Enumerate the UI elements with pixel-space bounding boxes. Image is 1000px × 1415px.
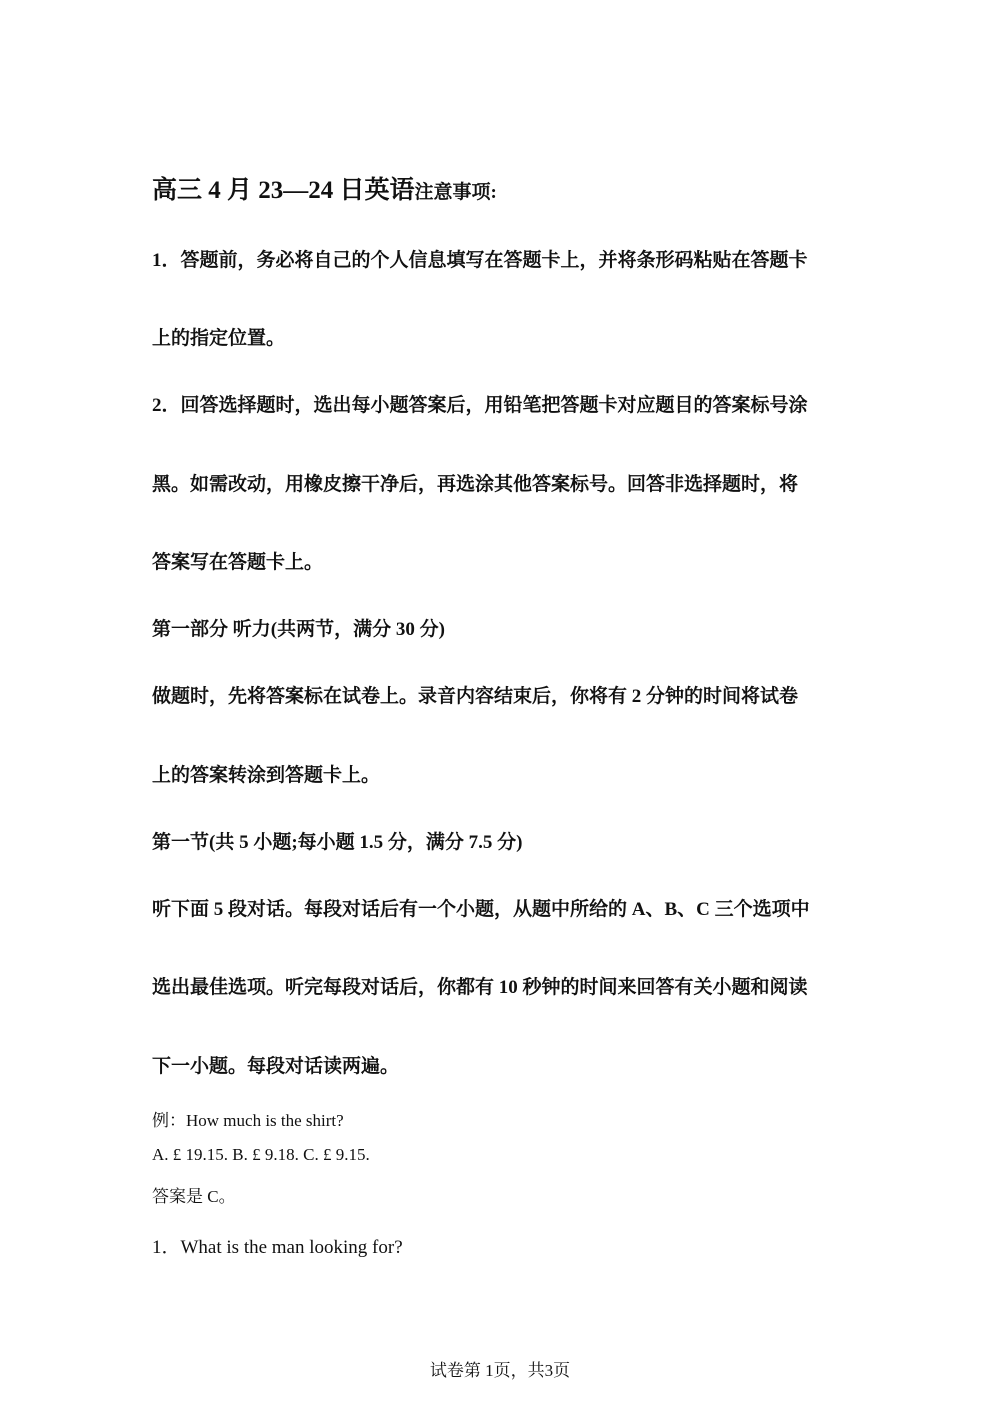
section1-instruction-line-3: 下一小题。每段对话读两遍。 [152, 1056, 400, 1077]
example-question: 例：How much is the shirt? [152, 1111, 344, 1130]
part1-heading: 第一部分 听力(共两节，满分 30 分) [152, 619, 445, 640]
note-2-line-3: 答案写在答题卡上。 [152, 552, 324, 573]
note-2-line-1: 2．回答选择题时，选出每小题答案后，用铅笔把答题卡对应题目的答案标号涂 [152, 395, 808, 416]
section1-heading: 第一节(共 5 小题;每小题 1.5 分，满分 7.5 分) [152, 832, 523, 853]
exam-title: 高三 4 月 23—24 日英语 [152, 177, 415, 204]
example-options: A. £ 19.15. B. £ 9.18. C. £ 9.15. [152, 1145, 370, 1164]
question-1: 1．What is the man looking for? [152, 1237, 403, 1258]
note-2-line-2: 黑。如需改动，用橡皮擦干净后，再选涂其他答案标号。回答非选择题时，将 [152, 474, 799, 495]
example-answer: 答案是 C。 [152, 1187, 236, 1206]
part1-instruction-line-2: 上的答案转涂到答题卡上。 [152, 765, 381, 786]
page-footer: 试卷第 1页，共3页 [429, 1361, 571, 1380]
note-1-line-2: 上的指定位置。 [152, 328, 286, 349]
document-title [152, 170, 497, 206]
notice-heading: 注意事项: [414, 182, 497, 203]
part1-instruction-line-1: 做题时，先将答案标在试卷上。录音内容结束后，你将有 2 分钟的时间将试卷 [152, 686, 799, 707]
section1-instruction-line-2: 选出最佳选项。听完每段对话后，你都有 10 秒钟的时间来回答有关小题和阅读 [152, 977, 808, 998]
note-1-line-1: 1．答题前，务必将自己的个人信息填写在答题卡上，并将条形码粘贴在答题卡 [152, 250, 808, 271]
section1-instruction-line-1: 听下面 5 段对话。每段对话后有一个小题，从题中所给的 A、B、C 三个选项中 [152, 899, 810, 920]
